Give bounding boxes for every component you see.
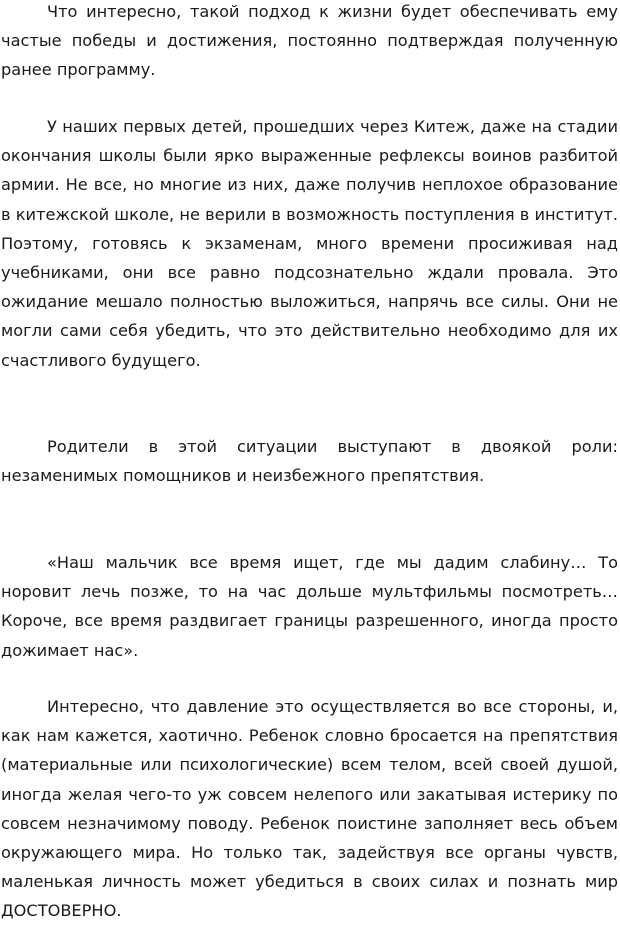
paragraph-2: У наших первых детей, прошедших через Китеж, даже на стадии окончания школы были ярко выраженные рефлексы воинов разбитой армии. Не все, но многие из них, даже получив неплохое образование в китежской школе, не верили в возможность поступления в институт. Поэтому, готовясь к экзаменам, много времени просиживая над учебниками, они все равно подсознательно ждали провала. Это ожидание мешало полностью выложиться, напрячь все силы. Они не могли сами себя убедить, что это действительно необходимо для их счастливого будущего.: [1, 117, 618, 370]
paragraph-1: Что интересно, такой подход к жизни будет обеспечивать ему частые победы и достижения, постоянно подтверждая полученную ранее программу.: [1, 2, 618, 80]
paragraph-4-quote: «Наш мальчик все время ищет, где мы дадим слабину… То норовит лечь позже, то на час дольше мультфильмы посмотреть… Короче, все время раздвигает границы разрешенного, иногда просто дожимает нас».: [1, 553, 618, 660]
paragraph-3: Родители в этой ситуации выступают в двоякой роли: незаменимых помощников и неизбежного препятствия.: [1, 437, 618, 486]
paragraph-5: Интересно, что давление это осуществляется во все стороны, и, как нам кажется, хаотично. Ребенок словно бросается на препятствия (материальные или психологические) всем телом, всей своей душой, иногда желая чего-то уж совсем нелепого или закатывая истерику по совсем незначимому поводу. Ребенок поистине заполняет весь объем окружающего мира. Но только так, задействуя все органы чувств, маленькая личность может убедиться в своих силах и познать мир ДОСТОВЕРНО.: [1, 697, 618, 921]
